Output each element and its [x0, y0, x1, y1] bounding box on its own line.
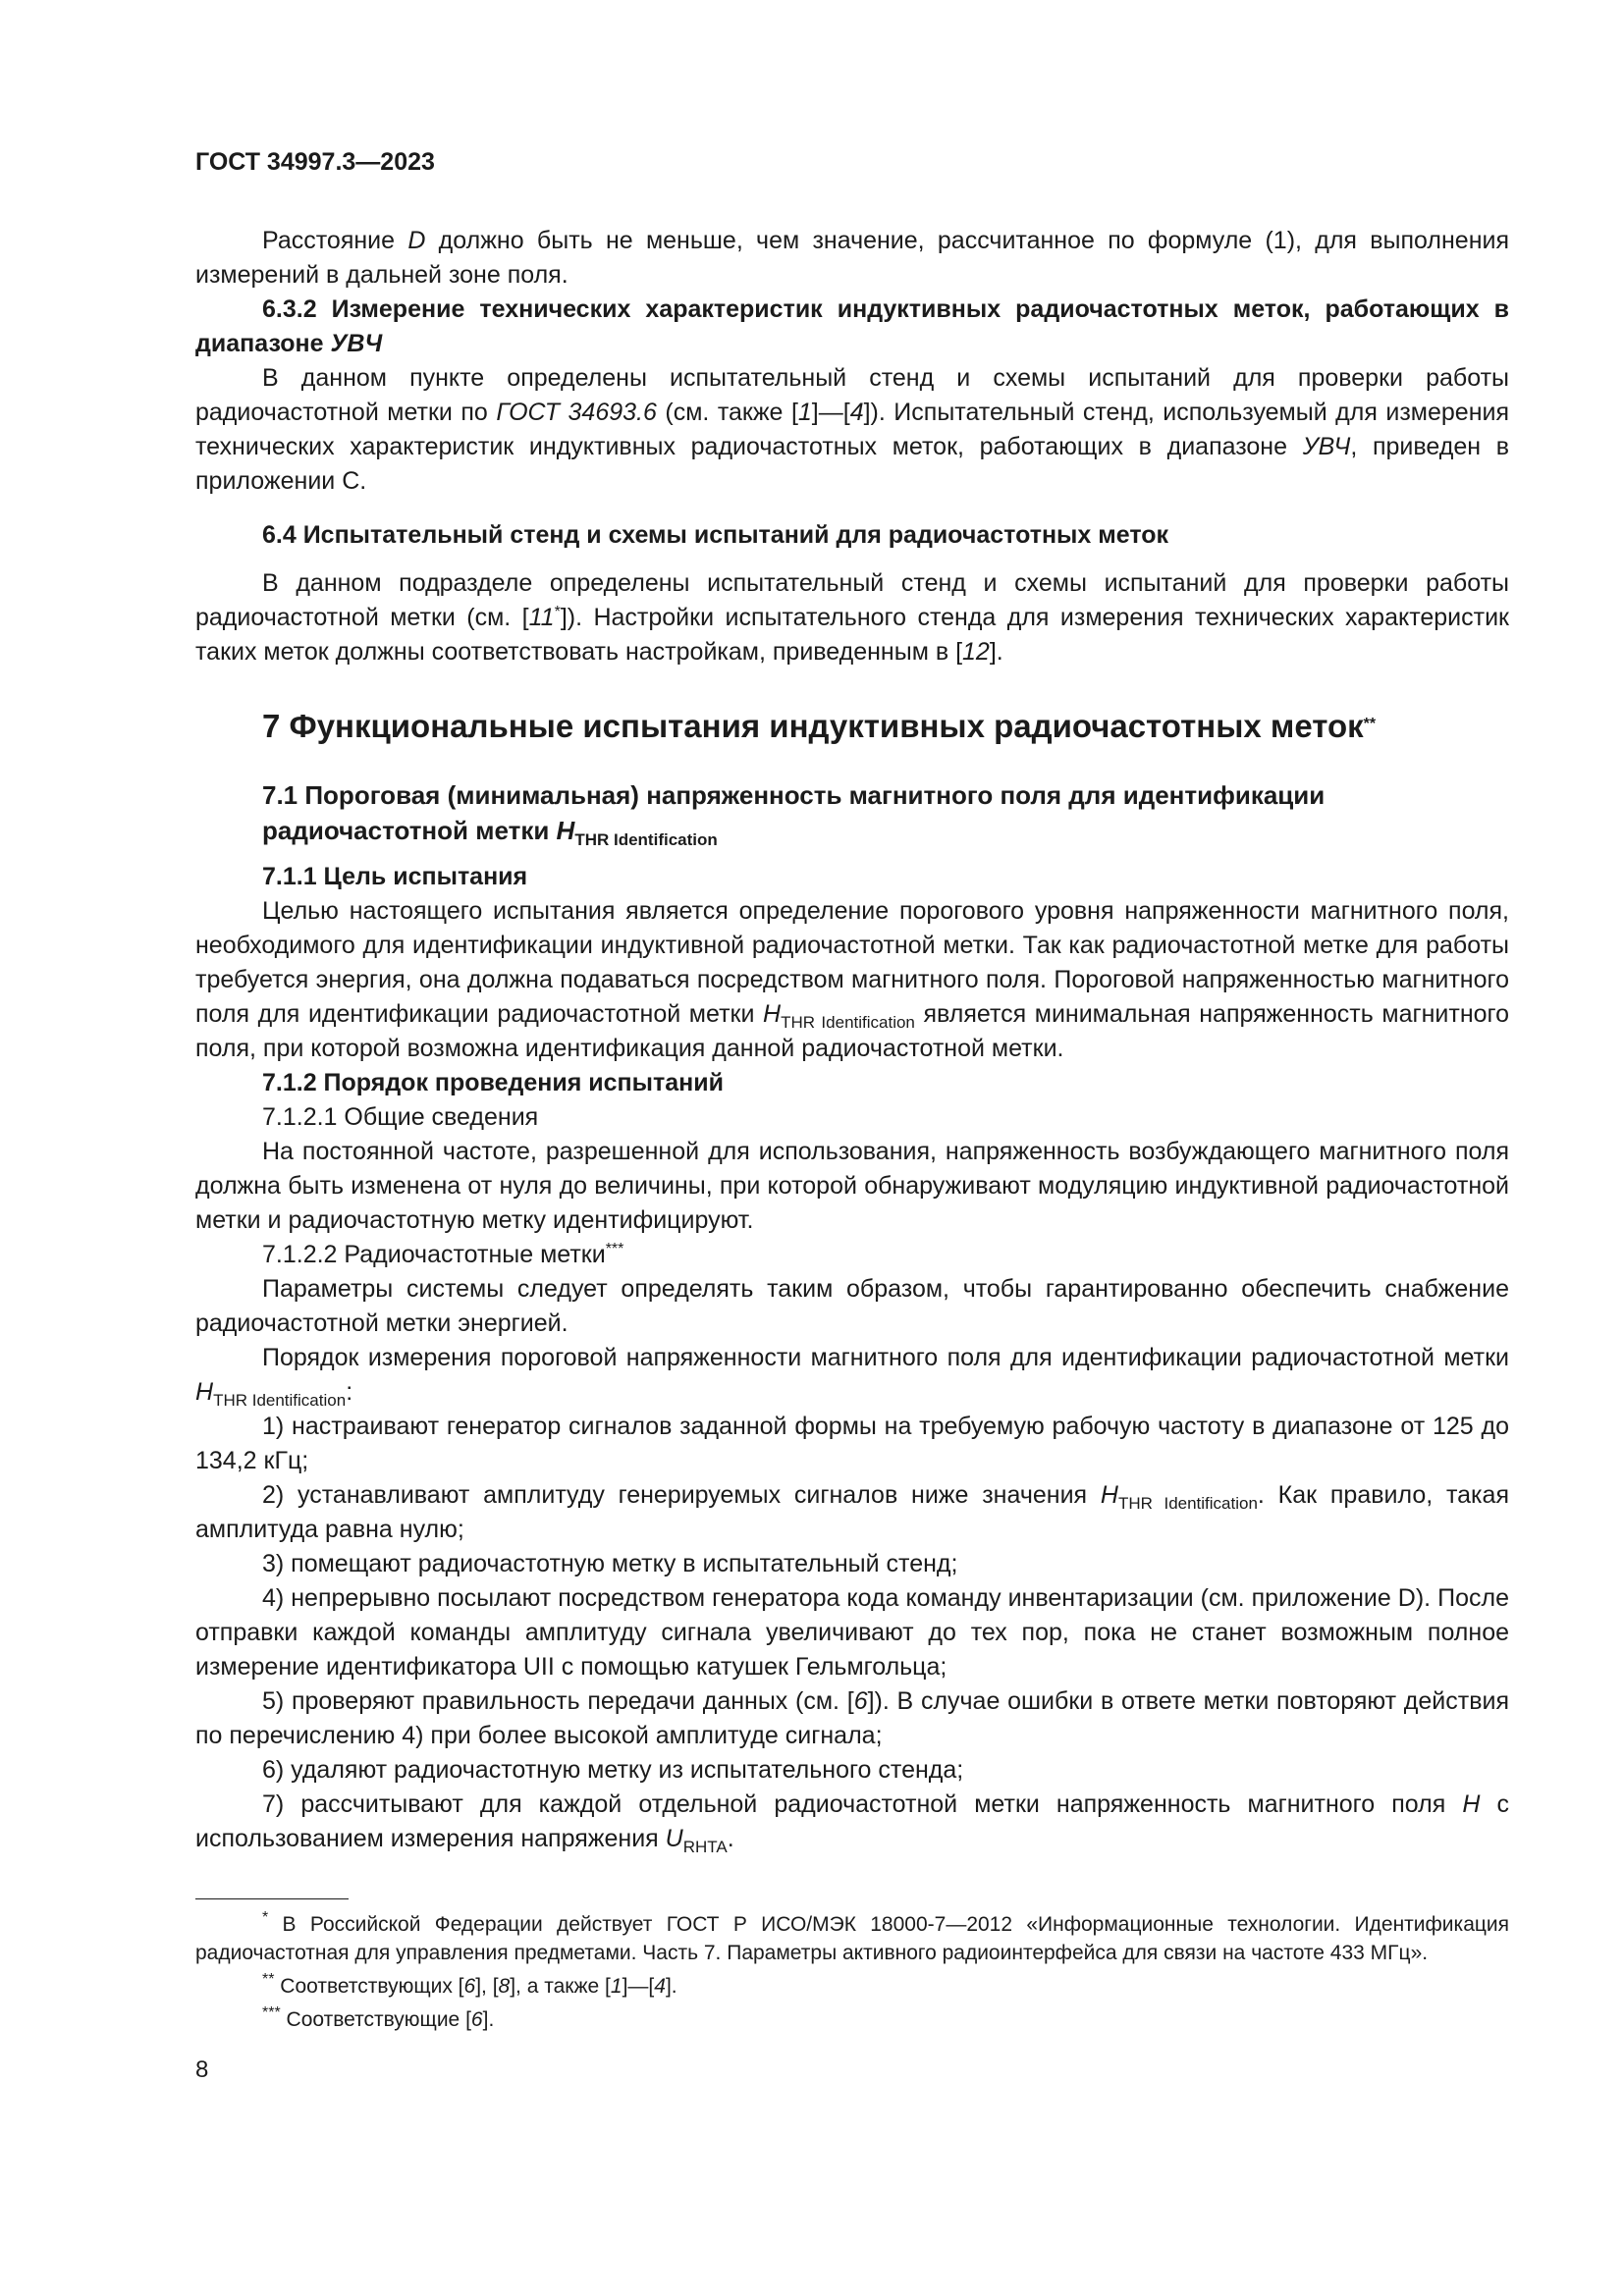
list-item-6: 6) удаляют радиочастотную метку из испытательного стенда;: [262, 1756, 964, 1784]
list-item-2: 2) устанавливают амплитуду генерируемых сигналов ниже значения $H_{THR Identification}$. Как правило, такая амплитуда равна нулю;: [195, 1481, 1509, 1543]
heading-6-4: 6.4 Испытательный стенд и схемы испытаний для радиочастотных меток: [262, 521, 1169, 549]
paragraph-distance: Расстояние D должно быть не меньше, чем значение, рассчитанное по формуле (1), для выполнения измерений в дальней зоне поля.: [195, 227, 1510, 289]
page-number: 8: [195, 2056, 209, 2083]
footnote-3: *** Соответствующие [6].: [262, 2004, 495, 2031]
heading-7-1: 7.1 Пороговая (минимальная) напряженность магнитного поля для идентификации радиочастотной метки $H_{THR Identification}$: [262, 780, 1326, 849]
list-item-3: 3) помещают радиочастотную метку в испытательный стенд;: [262, 1550, 958, 1577]
list-item-4: 4) непрерывно посылают посредством генератора кода команду инвентаризации (см. приложение D). После отправки каждой команды амплитуду сигнала увеличивают до тех пор, пока не станет возможным полное измерение идентификатора UII с помощью катушек Гельмгольца;: [195, 1584, 1509, 1681]
heading-6-3-2: 6.3.2 Измерение технических характеристик индуктивных радиочастотных меток, работающих в диапазоне УВЧ: [195, 295, 1509, 357]
list-item-7: 7) рассчитывают для каждой отдельной радиочастотной метки напряженность магнитного поля H с использованием измерения напряжения $U_{RHTA}$.: [195, 1790, 1509, 1856]
heading-7-1-1: 7.1.1 Цель испытания: [262, 863, 528, 890]
heading-section-7: 7 Функциональные испытания индуктивных радиочастотных меток**: [262, 708, 1377, 744]
heading-7-1-2-2: 7.1.2.2 Радиочастотные метки***: [262, 1241, 624, 1268]
footnote-2: ** Соответствующих [6], [8], а также [1]—[4].: [262, 1971, 677, 1998]
paragraph-7-1-2-2-a: Параметры системы следует определять таким образом, чтобы гарантированно обеспечить снабжение радиочастотной метки энергией.: [195, 1275, 1509, 1337]
running-header: ГОСТ 34997.3—2023: [195, 148, 435, 176]
paragraph-6-4: В данном подразделе определены испытательный стенд и схемы испытаний для проверки работы радиочастотной метки (см. [11*]). Настройки испытательного стенда для измерения технических характеристик таких меток должны соответствовать настройкам, приведенным в [12].: [195, 569, 1509, 666]
heading-7-1-2: 7.1.2 Порядок проведения испытаний: [262, 1069, 724, 1096]
paragraph-7-1-1: Целью настоящего испытания является определение порогового уровня напряженности магнитного поля, необходимого для идентификации индуктивной радиочастотной метки. Так как радиочастотной метке для работы требуется энергия, она должна подаваться посредством магнитного поля. Пороговой напряженностью магнитного поля для идентификации радиочастотной метки $H_{THR Identification}$ является минимальная напряженность магнитного поля, при которой возможна идентификация данной радиочастотной метки.: [195, 897, 1509, 1062]
paragraph-6-3-2: В данном пункте определены испытательный стенд и схемы испытаний для проверки работы радиочастотной метки по ГОСТ 34693.6 (см. также [1]—[4]). Испытательный стенд, используемый для измерения технических характеристик индуктивных радиочастотных меток, работающих в диапазоне УВЧ, приведен в приложении С.: [195, 364, 1509, 495]
footnote-1: * В Российской Федерации действует ГОСТ Р ИСО/МЭК 18000-7—2012 «Информационные технологии. Идентификация радиочастотная для управления предметами. Часть 7. Параметры активного радиоинтерфейса для связи на частоте 433 МГц».: [195, 1909, 1509, 1964]
heading-7-1-2-1: 7.1.2.1 Общие сведения: [262, 1103, 539, 1131]
footnote-separator: [195, 1898, 349, 1899]
list-item-5: 5) проверяют правильность передачи данных (см. [6]). В случае ошибки в ответе метки повторяют действия по перечислению 4) при более высокой амплитуде сигнала;: [195, 1687, 1509, 1749]
page-body: [195, 224, 1509, 1856]
paragraph-7-1-2-1: На постоянной частоте, разрешенной для использования, напряженность возбуждающего магнитного поля должна быть изменена от нуля до величины, при которой обнаруживают модуляцию индуктивной радиочастотной метки и радиочастотную метку идентифицируют.: [195, 1138, 1509, 1234]
paragraph-7-1-2-2-b: Порядок измерения пороговой напряженности магнитного поля для идентификации радиочастотной метки $H_{THR Identification}$:: [195, 1344, 1509, 1410]
footnotes: [195, 1910, 1509, 2039]
list-item-1: 1) настраивают генератор сигналов заданной формы на требуемую рабочую частоту в диапазоне от 125 до 134,2 кГц;: [195, 1413, 1509, 1474]
